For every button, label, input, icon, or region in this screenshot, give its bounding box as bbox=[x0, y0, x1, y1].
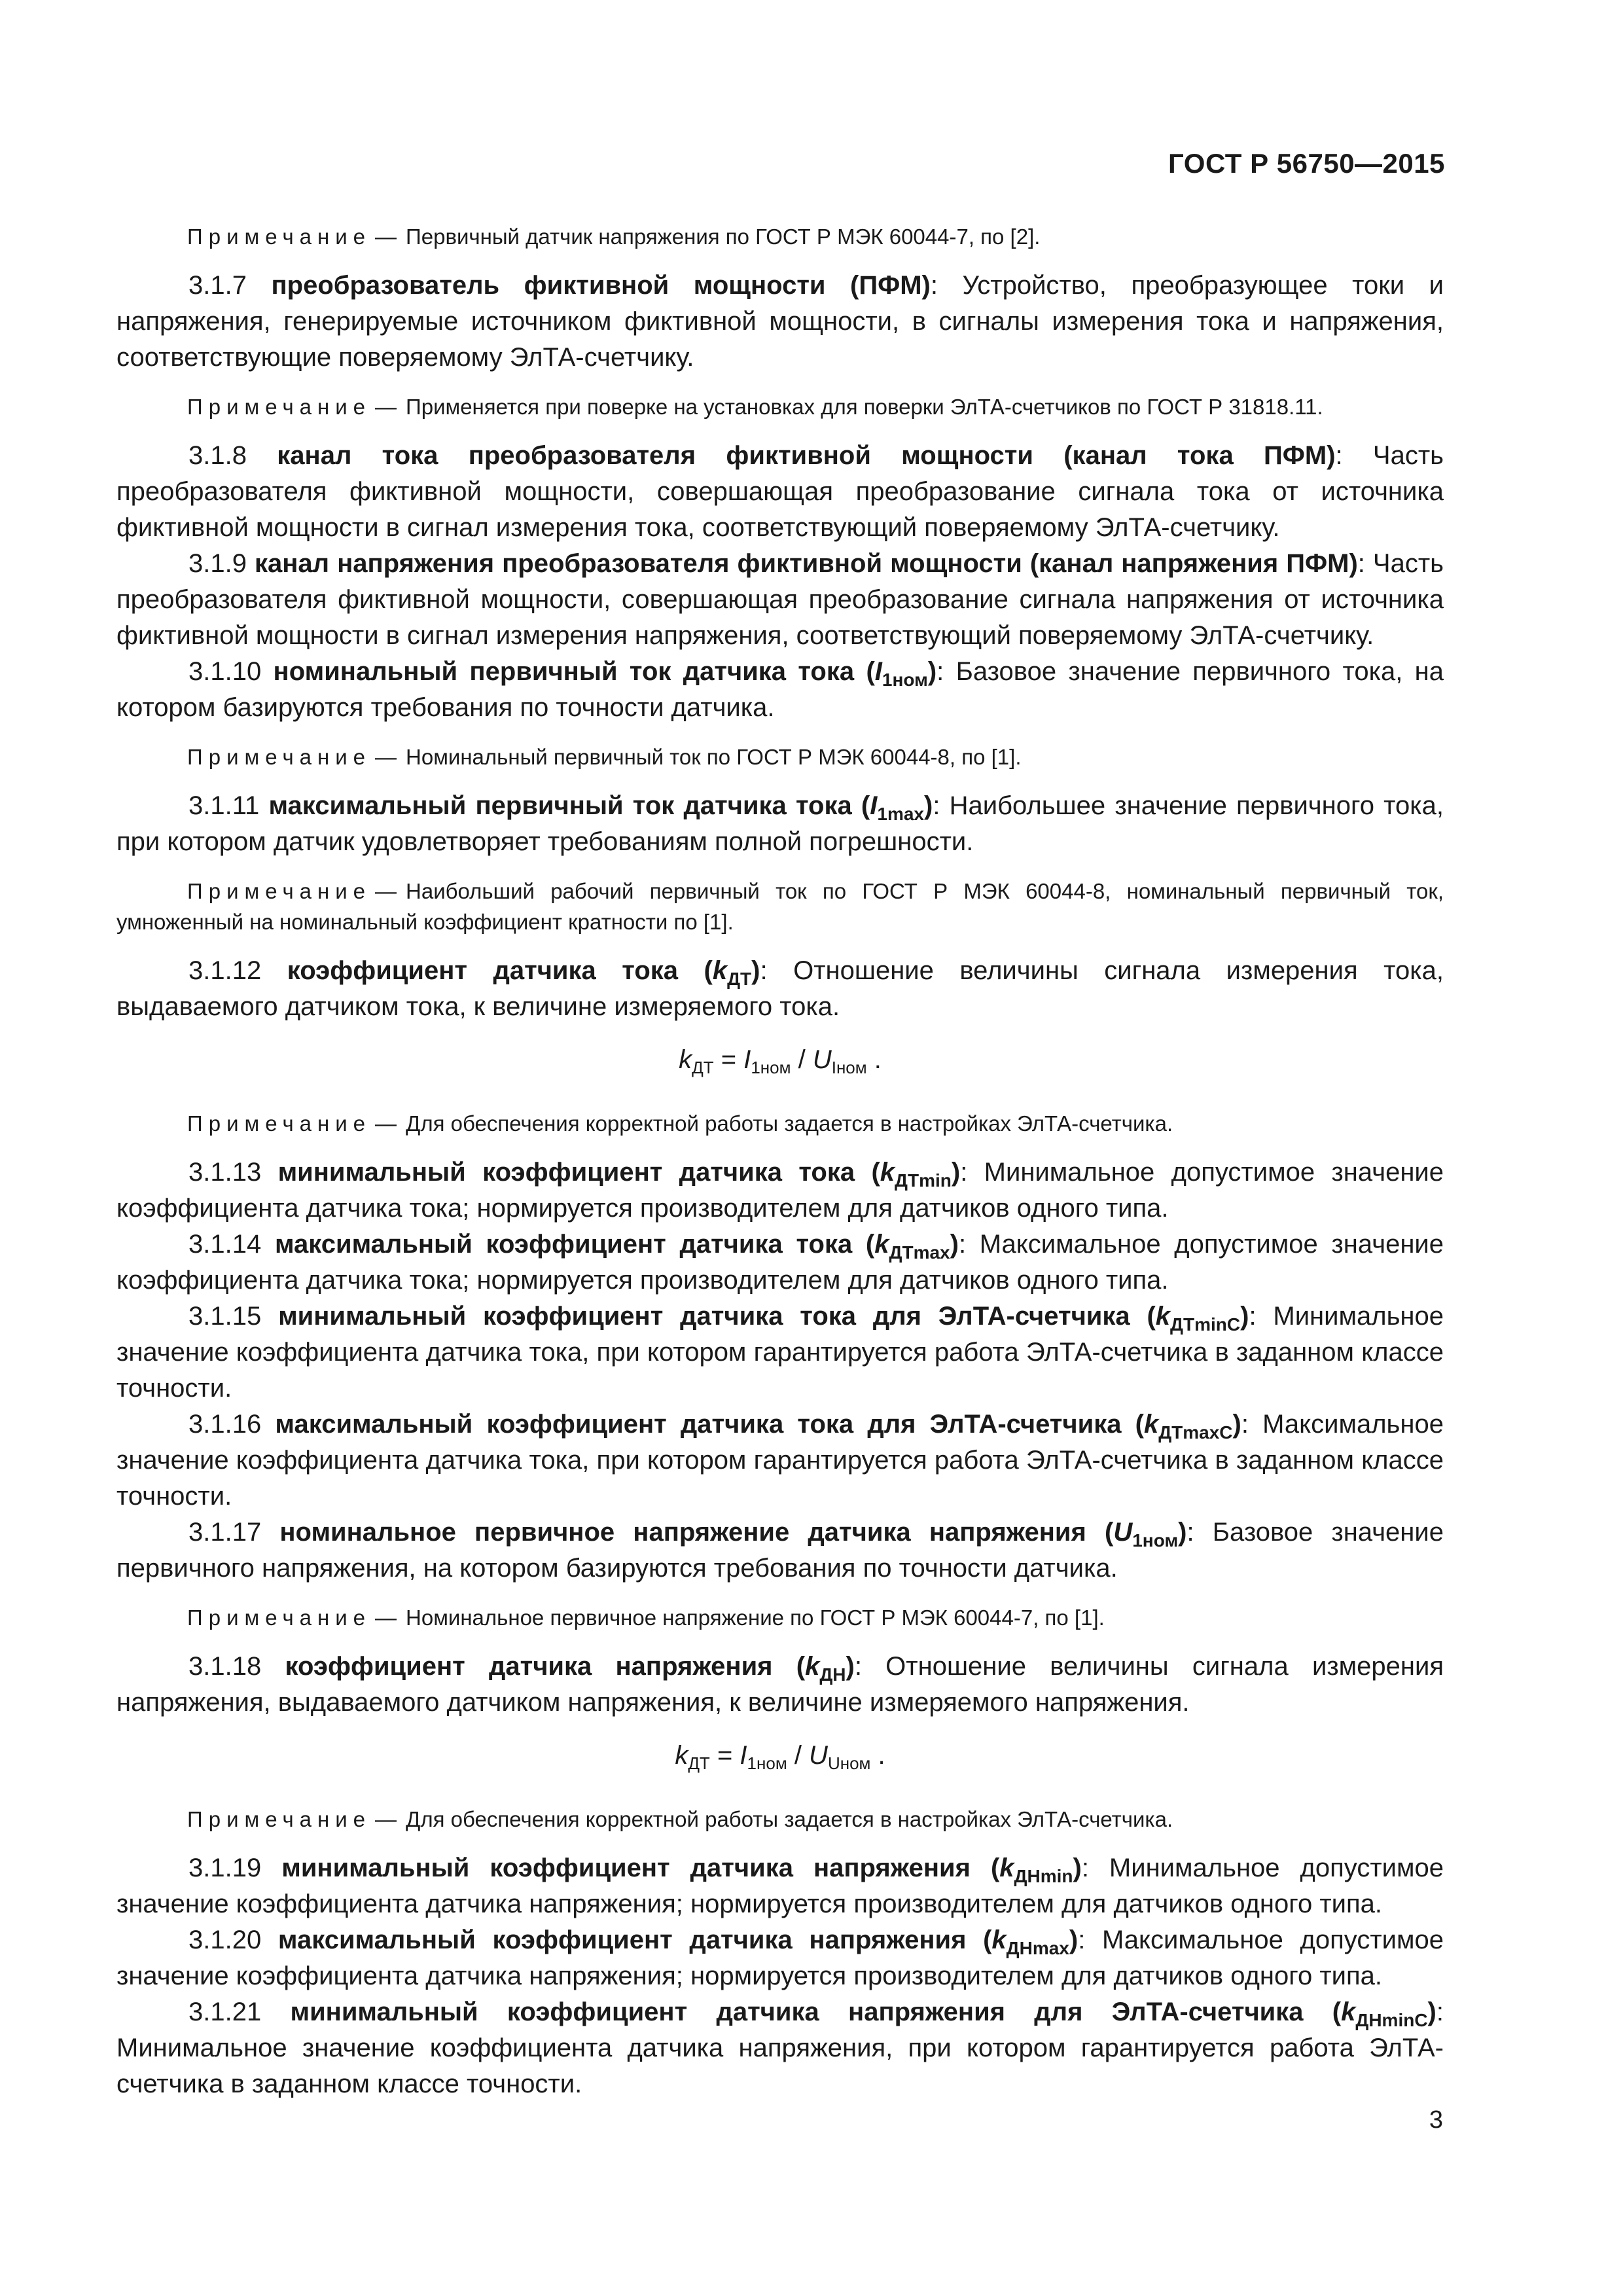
note-pfm-usage: Примечание — Применяется при поверке на установках для поверки ЭлТА-счетчиков по ГОСТ Р 31818.11. bbox=[187, 395, 1323, 419]
formula-current-coefficient: $k_{ДТ} = I_{1ном} / U_{Iном}$ . bbox=[679, 1045, 882, 1077]
term-3-1-16: 3.1.16 максимальный коэффициент датчика тока для ЭлТА-счетчика $(k_{ДТmaxC})$: Максимальное значение коэффициента датчика тока, при котором гарантируется работа ЭлТА-счетчика в заданном классе точности. bbox=[116, 1410, 1444, 1511]
term-3-1-9: 3.1.9 канал напряжения преобразователя фиктивной мощности (канал напряжения ПФМ): Часть преобразователя фиктивной мощности, совершающая преобразование сигнала напряжения от источника фиктивной мощности в сигнал измерения напряжения, соответствующий поверяемому ЭлТА-счетчику. bbox=[116, 549, 1444, 650]
term-title: максимальный коэффициент датчика тока для ЭлТА-счетчика $(k_{ДТmaxC})$ bbox=[275, 1410, 1241, 1443]
note-sensor-voltage: Примечание — Первичный датчик напряжения по ГОСТ Р МЭК 60044-7, по [2]. bbox=[187, 224, 1041, 249]
note-settings-1: Примечание — Для обеспечения корректной работы задается в настройках ЭлТА-счетчика. bbox=[187, 1111, 1173, 1136]
term-3-1-15: 3.1.15 минимальный коэффициент датчика тока для ЭлТА-счетчика $(k_{ДТminC})$: Минимальное значение коэффициента датчика тока, при котором гарантируется работа ЭлТА-счетчика в заданном классе точности. bbox=[116, 1302, 1444, 1403]
document-header: ГОСТ Р 56750—2015 bbox=[1168, 148, 1445, 179]
term-title: номинальный первичный ток датчика тока $(I_{1ном})$ bbox=[273, 657, 937, 690]
note-nominal-voltage: Примечание — Номинальное первичное напряжение по ГОСТ Р МЭК 60044-7, по [1]. bbox=[187, 1605, 1105, 1630]
term-3-1-14: 3.1.14 максимальный коэффициент датчика тока $(k_{ДТmax})$: Максимальное допустимое значение коэффициента датчика тока; нормируется производителем для датчиков одного типа. bbox=[116, 1230, 1444, 1295]
term-title: минимальный коэффициент датчика напряжения $(k_{ДНmin})$ bbox=[281, 1854, 1082, 1886]
term-3-1-13: 3.1.13 минимальный коэффициент датчика тока $(k_{ДТmin})$: Минимальное допустимое значение коэффициента датчика тока; нормируется производителем для датчиков одного типа. bbox=[116, 1158, 1444, 1223]
term-3-1-21: 3.1.21 минимальный коэффициент датчика напряжения для ЭлТА-счетчика $(k_{ДНminC})$: Минимальное значение коэффициента датчика напряжения, при котором гарантируется работа ЭлТА-счетчика в заданном классе точности. bbox=[116, 1998, 1444, 2098]
term-title: канал тока преобразователя фиктивной мощности (канал тока ПФМ) bbox=[277, 441, 1336, 470]
note-nominal-current: Примечание — Номинальный первичный ток по ГОСТ Р МЭК 60044-8, по [1]. bbox=[187, 745, 1022, 769]
term-3-1-17: 3.1.17 номинальное первичное напряжение датчика напряжения $(U_{1ном})$: Базовое значение первичного напряжения, на котором базируются требования по точности датчика. bbox=[116, 1518, 1444, 1583]
term-title: максимальный коэффициент датчика тока $(k_{ДТmax})$ bbox=[274, 1230, 959, 1263]
term-title: номинальное первичное напряжение датчика напряжения $(U_{1ном})$ bbox=[279, 1518, 1187, 1551]
note-max-current: Примечание — Наибольший рабочий первичный ток по ГОСТ Р МЭК 60044-8, номинальный первичный ток, умноженный на номинальный коэффициент кратности по [1]. bbox=[116, 879, 1444, 934]
term-3-1-20: 3.1.20 максимальный коэффициент датчика напряжения $(k_{ДНmax})$: Максимальное допустимое значение коэффициента датчика напряжения; нормируется производителем для датчиков одного типа. bbox=[116, 1926, 1444, 1990]
term-title: коэффициент датчика тока $(k_{ДТ})$ bbox=[287, 956, 760, 989]
term-title: максимальный первичный ток датчика тока $(I_{1max})$ bbox=[268, 791, 933, 824]
term-title: канал напряжения преобразователя фиктивной мощности (канал напряжения ПФМ) bbox=[255, 549, 1358, 578]
term-title: коэффициент датчика напряжения $(k_{ДН})$ bbox=[285, 1652, 855, 1685]
term-title: минимальный коэффициент датчика напряжения для ЭлТА-счетчика $(k_{ДНminC})$ bbox=[290, 1998, 1436, 2030]
note-settings-2: Примечание — Для обеспечения корректной работы задается в настройках ЭлТА-счетчика. bbox=[187, 1807, 1173, 1831]
term-title: минимальный коэффициент датчика тока $(k_{ДТmin})$ bbox=[277, 1158, 961, 1191]
term-3-1-10: 3.1.10 номинальный первичный ток датчика тока $(I_{1ном})$: Базовое значение первичного тока, на котором базируются требования по точности датчика. bbox=[116, 657, 1444, 722]
term-3-1-12: 3.1.12 коэффициент датчика тока $(k_{ДТ})$: Отношение величины сигнала измерения тока, выдаваемого датчиком тока, к величине измеряемого тока. bbox=[116, 956, 1444, 1021]
formula-voltage-coefficient: $k_{ДТ} = I_{1ном} / U_{Uном}$ . bbox=[675, 1741, 885, 1773]
term-title: минимальный коэффициент датчика тока для ЭлТА-счетчика $(k_{ДТminC})$ bbox=[278, 1302, 1249, 1335]
page-number: 3 bbox=[1429, 2106, 1443, 2134]
term-3-1-7: 3.1.7 преобразователь фиктивной мощности (ПФМ): Устройство, преобразующее токи и напряжения, генерируемые источником фиктивной мощности, в сигналы измерения тока и напряжения, соответствующие поверяемому ЭлТА-счетчику. bbox=[116, 271, 1444, 372]
page-content bbox=[116, 221, 1444, 2102]
term-title: преобразователь фиктивной мощности (ПФМ) bbox=[271, 271, 931, 300]
term-title: максимальный коэффициент датчика напряжения $(k_{ДНmax})$ bbox=[277, 1926, 1079, 1958]
term-3-1-11: 3.1.11 максимальный первичный ток датчика тока $(I_{1max})$: Наибольшее значение первичного тока, при котором датчик удовлетворяет требованиям полной погрешности. bbox=[116, 791, 1444, 856]
term-3-1-8: 3.1.8 канал тока преобразователя фиктивной мощности (канал тока ПФМ): Часть преобразователя фиктивной мощности, совершающая преобразование сигнала тока от источника фиктивной мощности в сигнал измерения тока, соответствующий поверяемому ЭлТА-счетчику. bbox=[116, 441, 1444, 542]
term-3-1-19: 3.1.19 минимальный коэффициент датчика напряжения $(k_{ДНmin})$: Минимальное допустимое значение коэффициента датчика напряжения; нормируется производителем для датчиков одного типа. bbox=[116, 1854, 1444, 1918]
term-3-1-18: 3.1.18 коэффициент датчика напряжения $(k_{ДН})$: Отношение величины сигнала измерения напряжения, выдаваемого датчиком напряжения, к величине измеряемого напряжения. bbox=[116, 1652, 1444, 1717]
